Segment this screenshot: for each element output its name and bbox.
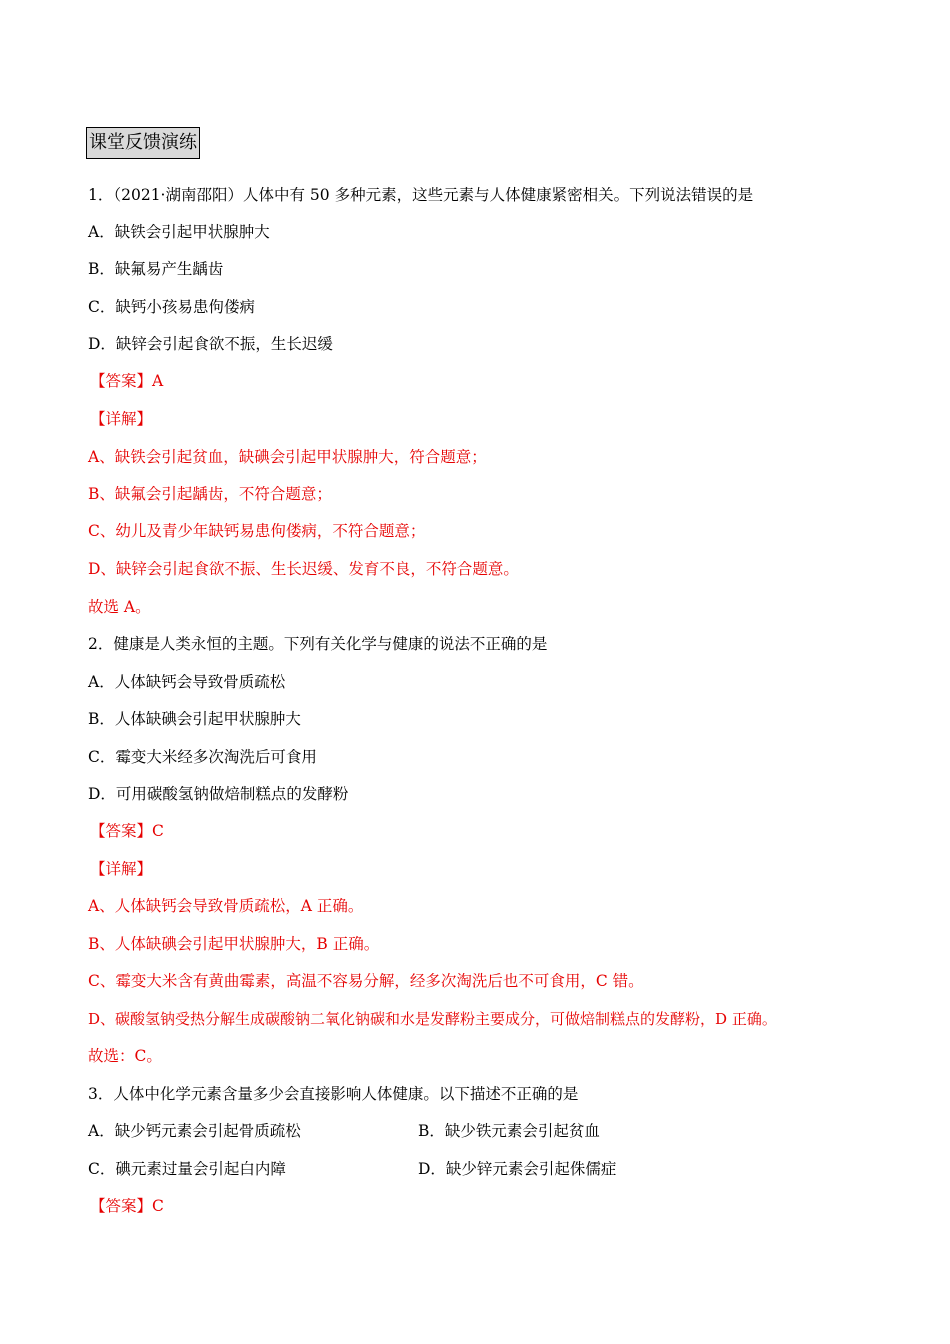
q2-option-d: D．可用碳酸氢钠做焙制糕点的发酵粉	[88, 785, 349, 803]
q2-option-a: A．人体缺钙会导致骨质疏松	[88, 673, 286, 691]
q2-detail-label: 【详解】	[90, 860, 153, 878]
q3-option-b: B．缺少铁元素会引起贫血	[418, 1122, 600, 1140]
q2-answer: 【答案】C	[90, 822, 164, 840]
q1-answer: 【答案】A	[90, 372, 164, 390]
q2-detail-c: C、霉变大米含有黄曲霉素，高温不容易分解，经多次淘洗后也不可食用，C 错。	[88, 972, 644, 990]
q1-stem: 1．（2021·湖南邵阳）人体中有 50 多种元素，这些元素与人体健康紧密相关。下列说法错误的是	[88, 186, 754, 204]
q3-stem: 3．人体中化学元素含量多少会直接影响人体健康。以下描述不正确的是	[88, 1085, 579, 1103]
q3-answer: 【答案】C	[90, 1197, 164, 1215]
q1-detail-b: B、缺氟会引起龋齿，不符合题意；	[88, 485, 332, 503]
q2-detail-d: D、碳酸氢钠受热分解生成碳酸钠二氧化钠碳和水是发酵粉主要成分，可做焙制糕点的发酵粉，D 正确。	[88, 1010, 777, 1028]
q1-option-d: D．缺锌会引起食欲不振，生长迟缓	[88, 335, 333, 353]
q3-option-c: C．碘元素过量会引起白内障	[88, 1160, 286, 1178]
q2-stem: 2．健康是人类永恒的主题。下列有关化学与健康的说法不正确的是	[88, 635, 548, 653]
section-title: 课堂反馈演练	[86, 127, 200, 159]
q2-option-b: B．人体缺碘会引起甲状腺肿大	[88, 710, 301, 728]
q1-option-a: A．缺铁会引起甲状腺肿大	[88, 223, 270, 241]
q1-option-c: C．缺钙小孩易患佝偻病	[88, 298, 255, 316]
q2-option-c: C．霉变大米经多次淘洗后可食用	[88, 748, 317, 766]
q1-option-b: B．缺氟易产生龋齿	[88, 260, 224, 278]
q2-detail-a: A、人体缺钙会导致骨质疏松，A 正确。	[88, 897, 364, 915]
q3-option-a: A．缺少钙元素会引起骨质疏松	[88, 1122, 301, 1140]
q1-conclusion: 故选 A。	[88, 598, 151, 616]
q1-detail-d: D、缺锌会引起食欲不振、生长迟缓、发育不良，不符合题意。	[88, 560, 519, 578]
q3-option-d: D．缺少锌元素会引起侏儒症	[418, 1160, 617, 1178]
q2-conclusion: 故选：C。	[88, 1047, 162, 1065]
q1-detail-a: A、缺铁会引起贫血，缺碘会引起甲状腺肿大，符合题意；	[88, 448, 487, 466]
q1-detail-c: C、幼儿及青少年缺钙易患佝偻病，不符合题意；	[88, 522, 426, 540]
q2-detail-b: B、人体缺碘会引起甲状腺肿大，B 正确。	[88, 935, 380, 953]
q1-detail-label: 【详解】	[90, 410, 153, 428]
